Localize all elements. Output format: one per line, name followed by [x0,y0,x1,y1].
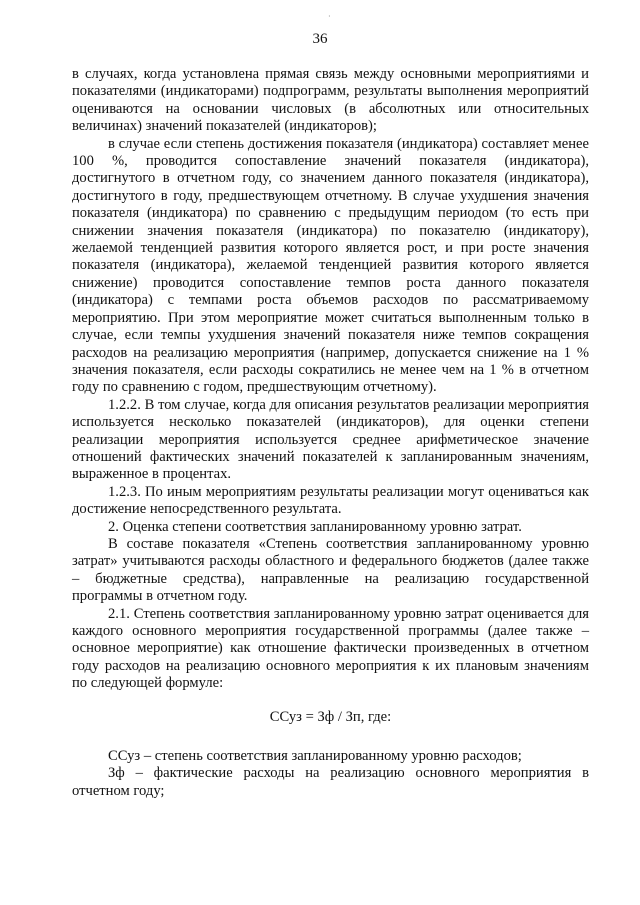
top-mark: · [328,12,331,21]
paragraph: в случае если степень достижения показателя (индикатора) составляет менее 100 %, проводится сопоставление значений показателя (индикатора), достигнутого в отчетном году, со значением данного показателя (индикатора), достигнутого в году, предшествующем отчетному. В случае ухудшения значения показателя (индикатора) по сравнению с предыдущим периодом (то есть при снижении значения показателя (индикатора) по показателю (индикатору), желаемой тенденцией развития которого является рост, и при росте значения показателя (индикатора), желаемой тенденцией развития которого является снижение) проводится сопоставление темпов роста данного показателя (индикатора) с темпами роста объемов расходов по рассматриваемому мероприятию. При этом мероприятие может считаться выполненным только в случае, если темпы ухудшения значений показателя ниже темпов сокращения расходов на реализацию мероприятия (например, допускается снижение на 1 % значения показателя, если расходы сократились не менее чем на 1 % в отчетном году по сравнению с годом, предшествующим отчетному). [72,135,589,396]
paragraph: 2. Оценка степени соответствия запланированному уровню затрат. [108,518,522,535]
paragraph: в случаях, когда установлена прямая связь между основными мероприятиями и показателями (индикаторами) подпрограмм, результаты выполнения мероприятий оцениваются на основании числовых (в абсолютных или относительных величинах) значений показателей (индикаторов); [72,66,589,135]
definition: ССуз – степень соответствия запланированному уровню расходов; [108,748,522,765]
paragraph: 1.2.3. По иным мероприятиям результаты реализации могут оцениваться как достижение непосредственного результата. [72,483,589,518]
definition: Зф – фактические расходы на реализацию основного мероприятия в отчетном году; [72,765,589,799]
formula: ССуз = Зф / Зп, где: [269,708,392,725]
page-number: 36 [312,31,328,47]
paragraph: 1.2.2. В том случае, когда для описания результатов реализации мероприятия используется несколько показателей (индикаторов), для оценки степени реализации мероприятия используется среднее арифметическое значение отношений фактических значений показателей к запланированным значениям, выраженное в процентах. [72,396,589,483]
document-body [72,66,589,800]
paragraph: 2.1. Степень соответствия запланированному уровню затрат оценивается для каждого основного мероприятия государственной программы (далее также – основное мероприятие) как отношение фактически произведенных в отчетном году расходов на реализацию основного мероприятия к их плановым значениям по следующей формуле: [72,605,589,692]
paragraph: В составе показателя «Степень соответствия запланированному уровню затрат» учитываются расходы областного и федерального бюджетов (далее также – бюджетные средства), направленные на реализацию государственной программы в отчетном году. [72,535,589,605]
